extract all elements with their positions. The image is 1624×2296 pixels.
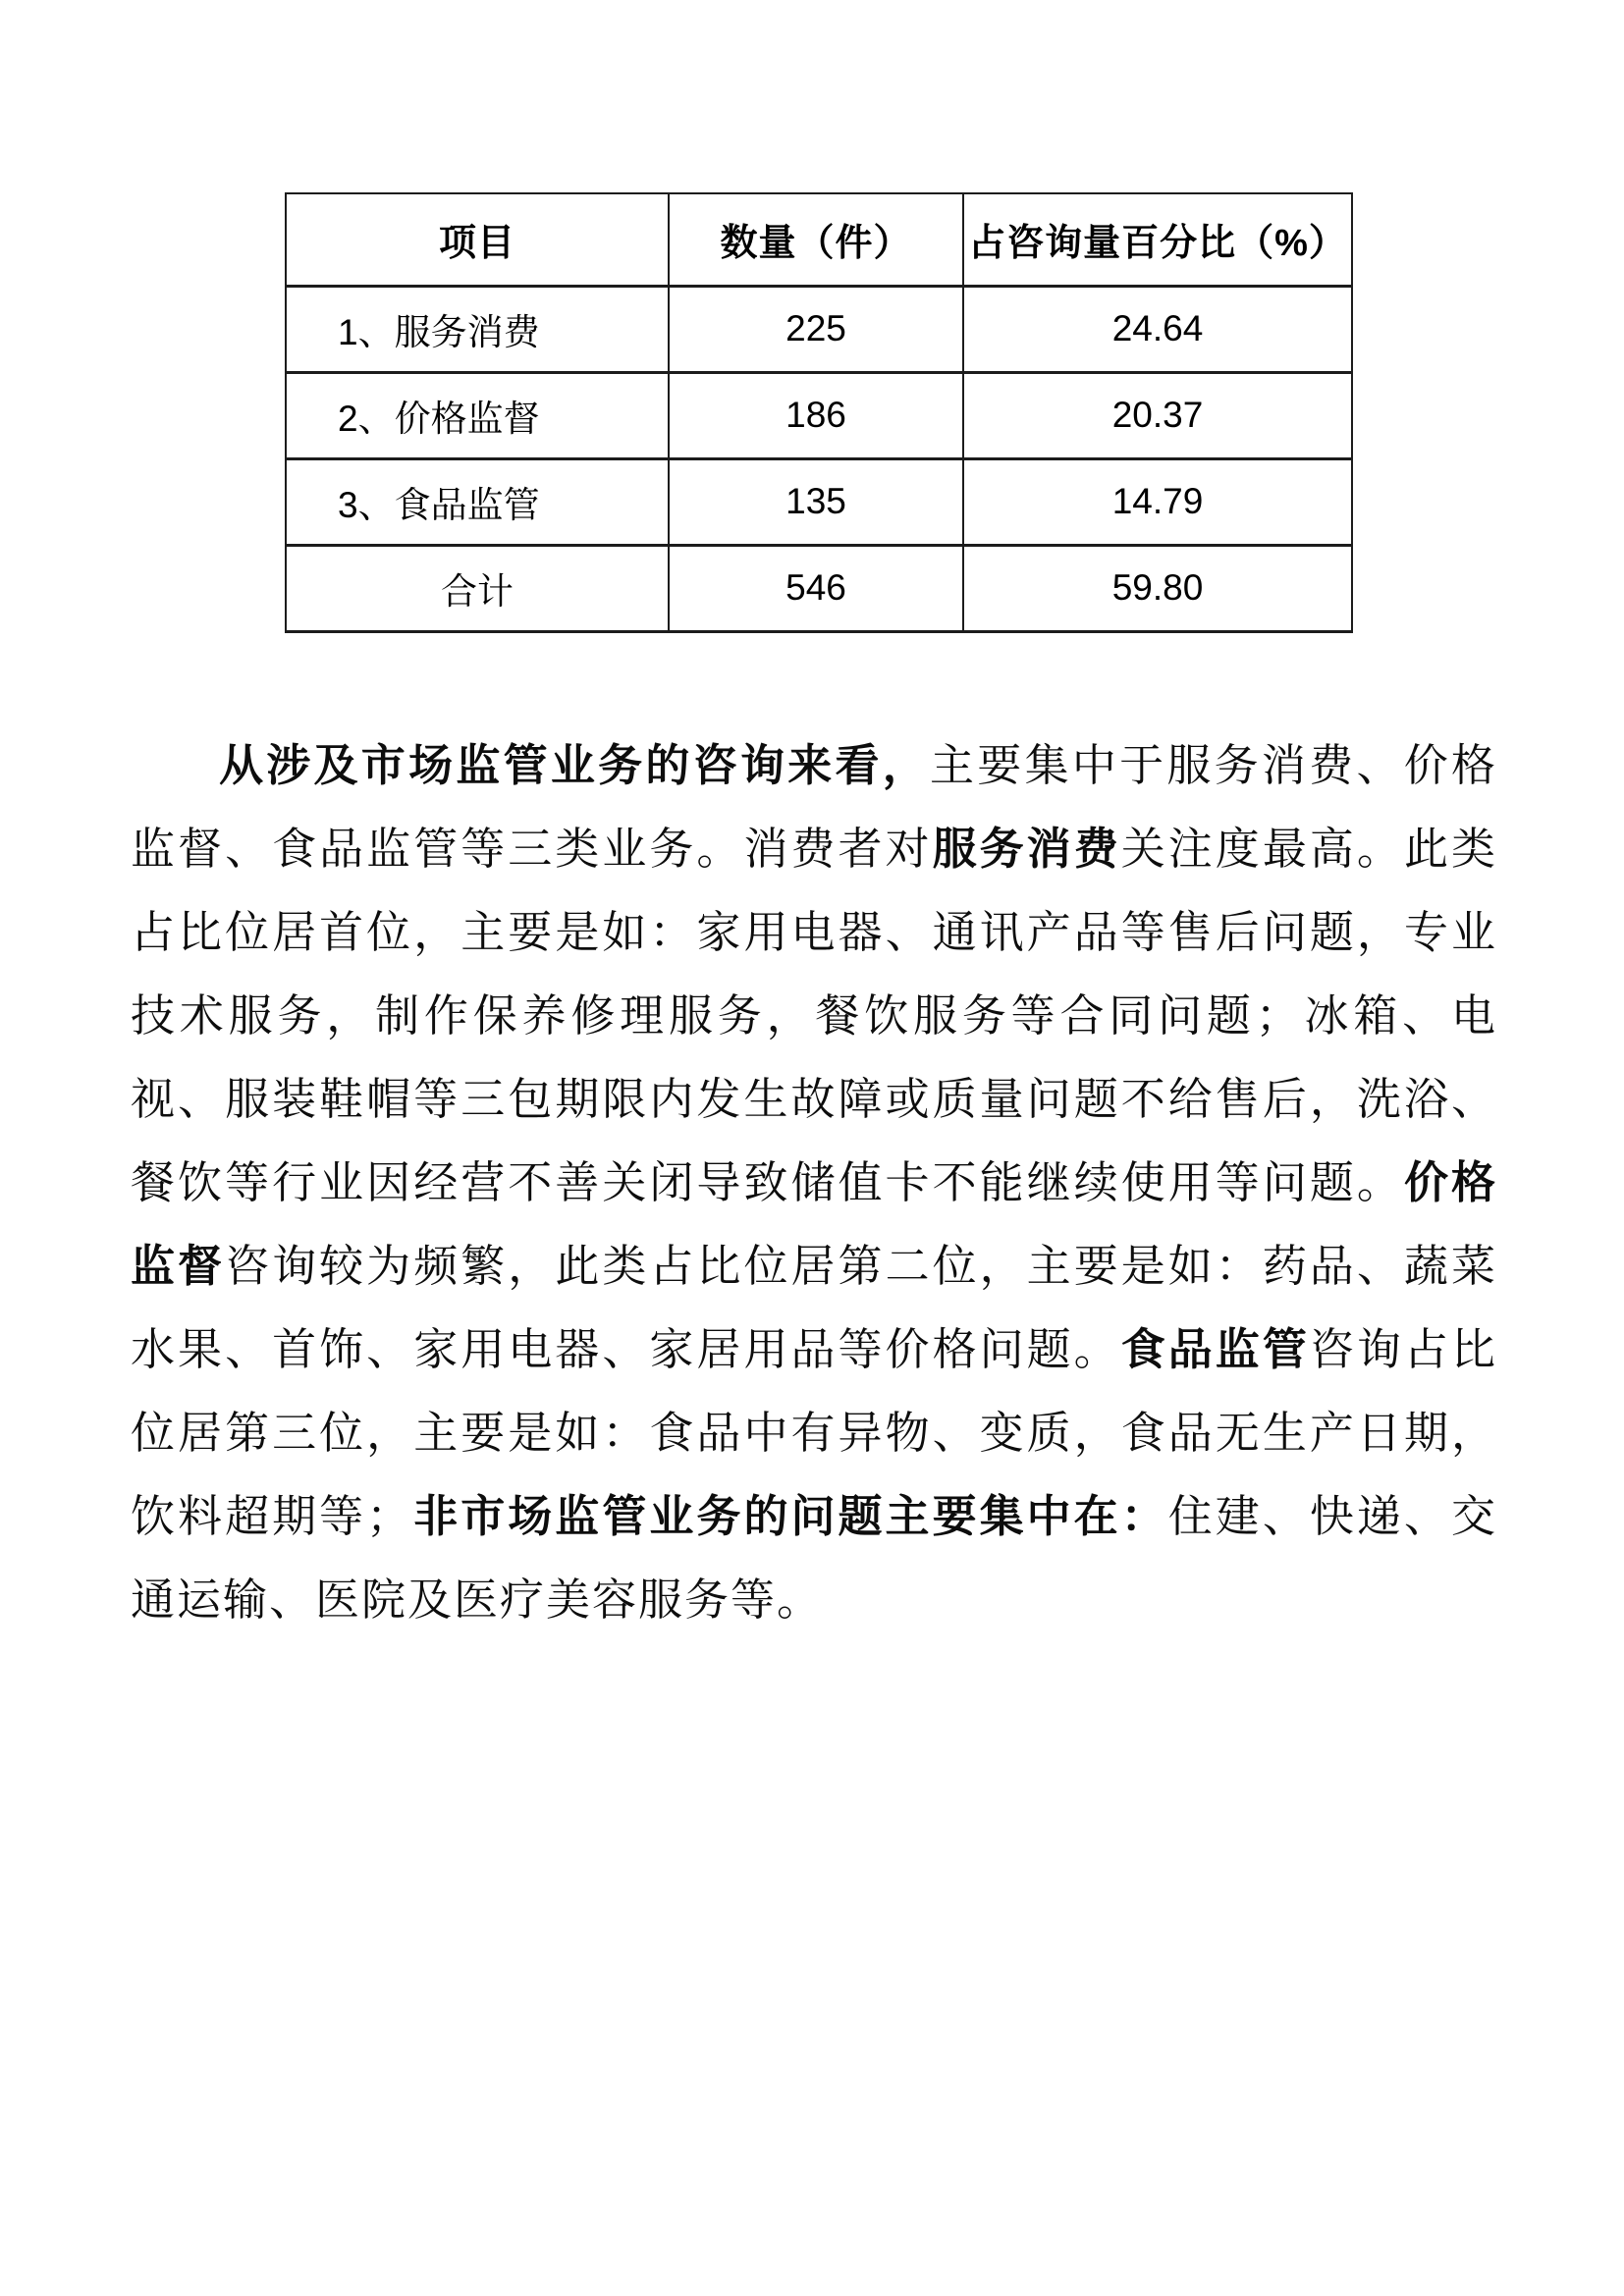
cell-item-total: 合计 (286, 545, 669, 631)
header-cell-item: 项目 (286, 193, 669, 286)
table-row (286, 372, 1352, 458)
cell-count: 546 (669, 545, 963, 631)
text-run: 咨询占比位居第三位，主要是如：食品中有异物、变质，食品无生产日期，饮料超期等； (131, 1325, 1497, 1541)
cell-count: 186 (669, 372, 963, 458)
text-run: 从涉及市场监管业务的咨询来看， (219, 741, 931, 790)
text-run: 价格监督 (131, 1158, 1497, 1291)
cell-count: 135 (669, 458, 963, 545)
cell-count: 225 (669, 286, 963, 372)
cell-percent: 24.64 (963, 286, 1352, 372)
cell-item: 3、食品监管 (286, 458, 669, 545)
header-cell-percent: 占咨询量百分比（%） (963, 193, 1352, 286)
text-run: 服务消费 (932, 825, 1121, 874)
consultation-stats-table (285, 192, 1353, 633)
cell-percent: 14.79 (963, 458, 1352, 545)
text-run: 食品监管 (1120, 1325, 1310, 1374)
analysis-paragraph (131, 724, 1497, 1642)
table-row (286, 286, 1352, 372)
table-header-row (286, 193, 1352, 286)
table-row (286, 458, 1352, 545)
cell-percent: 59.80 (963, 545, 1352, 631)
cell-percent: 20.37 (963, 372, 1352, 458)
text-run: 主要集中于服务消费、价格监督、食品监管等三类业务。消费者对 (131, 741, 1497, 874)
text-run: 住建、快递、交通运输、医院及医疗美容服务等。 (131, 1492, 1497, 1625)
text-run: 关注度最高。此类占比位居首位，主要是如：家用电器、通讯产品等售后问题，专业技术服务，制作保养修理服务，餐饮服务等合同问题；冰箱、电视、服装鞋帽等三包期限内发生故障或质量问题不给售后，洗浴、餐饮等行业因经营不善关闭导致储值卡不能继续使用等问题。 (131, 825, 1497, 1207)
text-run: 非市场监管业务的问题主要集中在： (412, 1492, 1168, 1541)
header-cell-count: 数量（件） (669, 193, 963, 286)
cell-item: 2、价格监督 (286, 372, 669, 458)
cell-item: 1、服务消费 (286, 286, 669, 372)
table-row-total (286, 545, 1352, 631)
text-run: 咨询较为频繁，此类占比位居第二位，主要是如：药品、蔬菜水果、首饰、家用电器、家居用品等价格问题。 (131, 1242, 1497, 1374)
